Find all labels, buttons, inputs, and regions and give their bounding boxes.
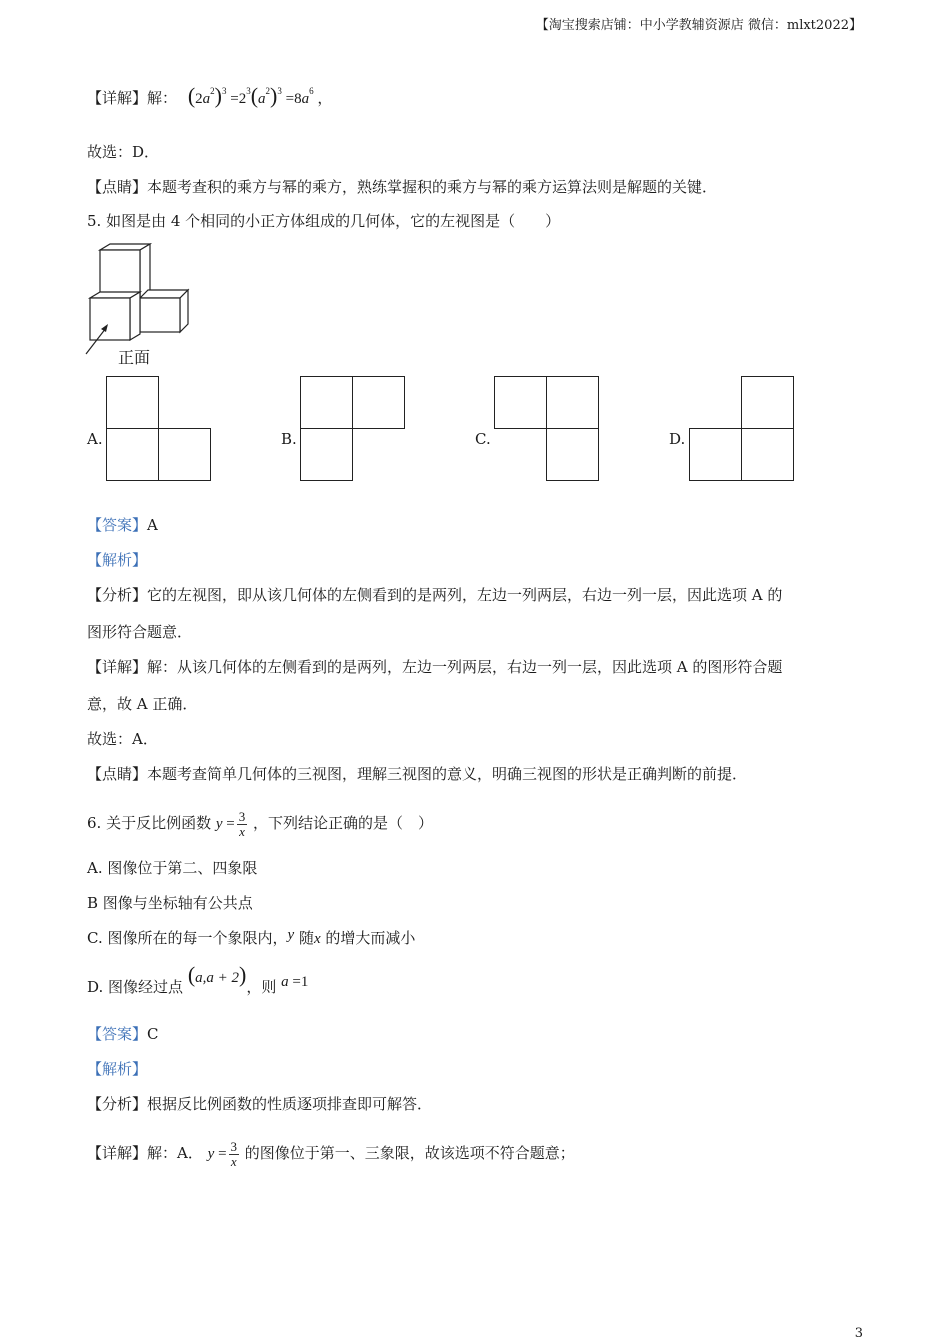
option-b-figure <box>300 376 406 482</box>
power-formula: $(2a^2)^3 =2^3(a^2)^3 =8a^6$ <box>187 83 314 108</box>
function-formula: y = $\frac{3}{x}$ <box>215 809 246 839</box>
option-c-label: C. <box>475 430 491 448</box>
detail-function-formula: y = $\frac{3}{x}$ <box>207 1139 238 1169</box>
q5-answer: 【答案】A <box>87 516 158 534</box>
q6-option-d: D. 图像经过点 (a,a + 2)，则 a =1 <box>87 962 309 996</box>
cube-figure <box>84 240 194 358</box>
q5-fenxi-line2: 图形符合题意． <box>87 623 193 641</box>
q6-option-b: B 图像与坐标轴有公共点 <box>87 894 253 912</box>
q6-stem: 6. 关于反比例函数 y = $\frac{3}{x}$ ，下列结论正确的是（ ） <box>87 809 434 839</box>
q6-option-c: C. 图像所在的每一个象限内，y 随x 的增大而减小 <box>87 927 416 947</box>
q5-comment: 【点睛】本题考查简单几何体的三视图，理解三视图的意义，明确三视图的形状是正确判断的前提． <box>87 765 748 783</box>
q5-detail-line2: 意，故 A 正确． <box>87 695 198 713</box>
option-a-label: A. <box>87 430 103 448</box>
page-number: 3 <box>854 1326 863 1341</box>
q5-analysis-label: 【解析】 <box>87 551 148 569</box>
option-b-label: B. <box>281 430 297 448</box>
detail-prefix: 解： <box>147 89 178 107</box>
q6-fenxi: 【分析】根据反比例函数的性质逐项排查即可解答． <box>87 1095 433 1113</box>
page-header: 【淘宝搜索店铺：中小学教辅资源店 微信：mlxt2022】 <box>535 18 862 33</box>
detail-label: 【详解】 <box>87 89 148 107</box>
q4-comment: 【点睛】本题考查积的乘方与幂的乘方，熟练掌握积的乘方与幂的乘方运算法则是解题的关键． <box>87 178 718 196</box>
q4-detail-line: 【详解】解： $(2a^2)^3 =2^3(a^2)^3 =8a^6$ ， <box>87 83 333 108</box>
option-d-figure <box>689 376 795 482</box>
q6-detail: 【详解】解：A． y = $\frac{3}{x}$ 的图像位于第一、三象限，故该选项不符合题意； <box>87 1139 575 1169</box>
q6-answer: 【答案】C <box>87 1025 159 1043</box>
q6-analysis-label: 【解析】 <box>87 1060 148 1078</box>
option-c-figure <box>494 376 600 482</box>
q5-detail-line1: 【详解】解：从该几何体的左侧看到的是两列，左边一列两层，右边一列一层，因此选项 A 的图形符合题 <box>87 658 783 676</box>
option-a-figure <box>106 376 212 482</box>
front-label: 正面 <box>118 348 151 367</box>
option-d-label: D. <box>669 430 686 448</box>
q5-stem: 5. 如图是由 4 个相同的小正方体组成的几何体，它的左视图是（ ） <box>87 212 561 230</box>
q6-option-a: A. 图像位于第二、四象限 <box>87 859 258 877</box>
q5-choose: 故选：A． <box>87 730 158 748</box>
q4-choose: 故选：D． <box>87 143 160 161</box>
q5-fenxi-line1: 【分析】它的左视图，即从该几何体的左侧看到的是两列，左边一列两层，右边一列一层，因此选项 A 的 <box>87 586 783 604</box>
